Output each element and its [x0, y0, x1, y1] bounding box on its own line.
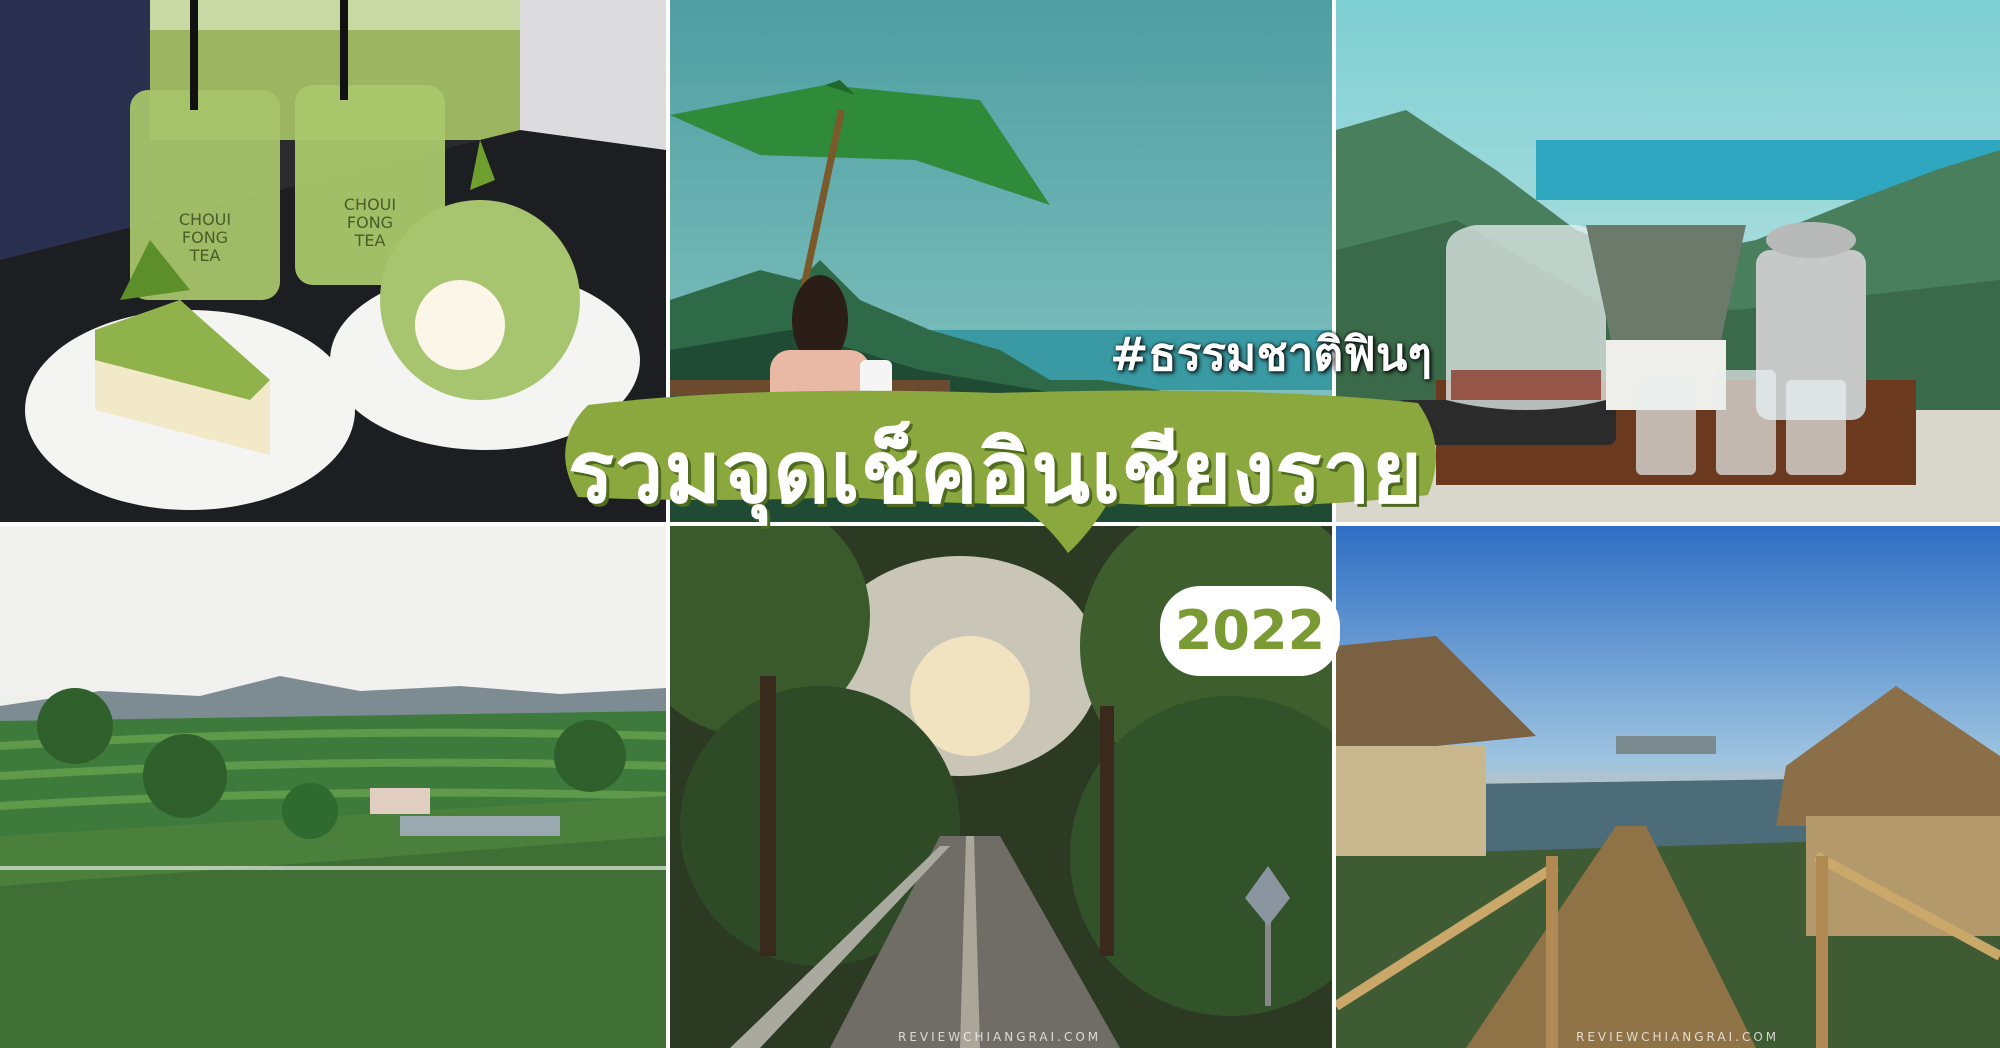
main-title: รวมจุดเช็คอินเชียงราย — [567, 423, 1424, 523]
hashtag-text: #ธรรมชาติฟินๆ — [1110, 327, 1432, 381]
watermark-center: REVIEWCHIANGRAI.COM — [898, 1030, 1102, 1044]
cup-label-1c: TEA — [189, 246, 221, 265]
photo-bamboo-huts — [1336, 526, 2000, 1048]
watermark-right: REVIEWCHIANGRAI.COM — [1576, 1030, 1780, 1044]
cup-label-1a: CHOUI — [178, 210, 232, 229]
cup-label-1b: FONG — [181, 228, 229, 247]
cup-label-2c: TEA — [354, 231, 386, 250]
photo-tea-plantation — [0, 526, 666, 1048]
title-banner — [548, 385, 1443, 555]
cup-label-2a: CHOUI — [343, 195, 397, 214]
cup-label-2b: FONG — [346, 213, 394, 232]
year-badge: 2022 — [1160, 586, 1340, 676]
